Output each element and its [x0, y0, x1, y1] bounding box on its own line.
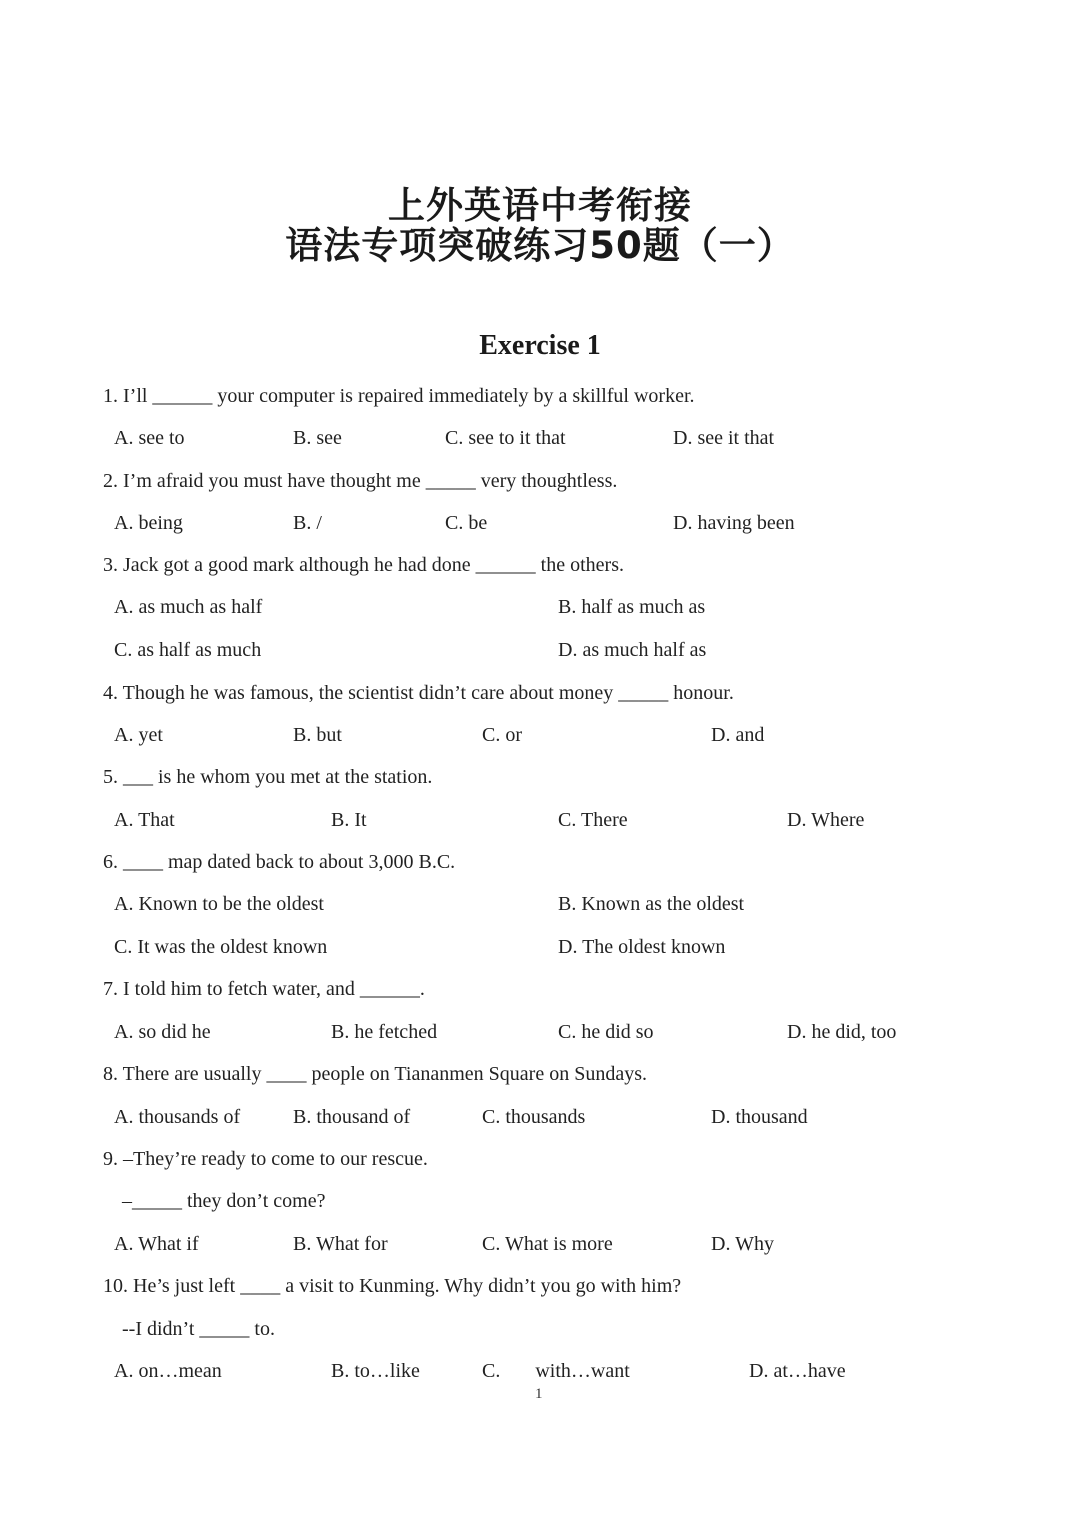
question-6-option-d: D. The oldest known — [558, 936, 726, 958]
question-1-option-b: B. see — [293, 427, 342, 449]
question-2-stem: 2. I’m afraid you must have thought me _____ very thoughtless. — [103, 470, 618, 492]
question-6-option-c: C. It was the oldest known — [114, 936, 328, 958]
question-1-stem: 1. I’ll ______ your computer is repaired immediately by a skillful worker. — [103, 385, 695, 407]
question-8-stem: 8. There are usually ____ people on Tiananmen Square on Sundays. — [103, 1063, 647, 1085]
question-7-stem: 7. I told him to fetch water, and ______. — [103, 978, 425, 1000]
question-3-option-a: A. as much as half — [114, 596, 263, 618]
question-4-option-b: B. but — [293, 724, 342, 746]
page-number: 1 — [535, 1386, 543, 1402]
question-9-stem-reply: –_____ they don’t come? — [122, 1190, 326, 1212]
question-9-option-a: A. What if — [114, 1233, 199, 1255]
question-10-stem: 10. He’s just left ____ a visit to Kunming. Why didn’t you go with him? — [103, 1275, 682, 1297]
question-9-option-c: C. What is more — [482, 1233, 613, 1255]
question-5-option-a: A. That — [114, 809, 175, 831]
question-8-option-a: A. thousands of — [114, 1106, 241, 1128]
question-8-option-c: C. thousands — [482, 1106, 586, 1128]
question-7-option-c: C. he did so — [558, 1021, 654, 1043]
question-6-option-a: A. Known to be the oldest — [114, 893, 324, 915]
question-10-option-d: D. at…have — [749, 1360, 846, 1382]
question-3-option-d: D. as much half as — [558, 639, 707, 661]
question-2-option-c: C. be — [445, 512, 488, 534]
question-4-stem: 4. Though he was famous, the scientist didn’t care about money _____ honour. — [103, 682, 734, 704]
question-10-stem-reply: --I didn’t _____ to. — [122, 1318, 275, 1340]
question-2-option-b: B. / — [293, 512, 322, 534]
question-10-option-a: A. on…mean — [114, 1360, 222, 1382]
question-9-option-d: D. Why — [711, 1233, 774, 1255]
question-3-stem: 3. Jack got a good mark although he had done ______ the others. — [103, 554, 624, 576]
question-8-option-b: B. thousand of — [293, 1106, 411, 1128]
question-7-option-b: B. he fetched — [331, 1021, 438, 1043]
question-1-option-c: C. see to it that — [445, 427, 566, 449]
question-10-option-c: C. with…want — [482, 1360, 630, 1382]
question-8-option-d: D. thousand — [711, 1106, 808, 1128]
question-1-option-a: A. see to — [114, 427, 185, 449]
question-3-option-c: C. as half as much — [114, 639, 262, 661]
document-title-line1: 上外英语中考衔接 — [388, 184, 692, 227]
question-4-option-a: A. yet — [114, 724, 163, 746]
question-3-option-b: B. half as much as — [558, 596, 706, 618]
question-4-option-c: C. or — [482, 724, 522, 746]
question-1-option-d: D. see it that — [673, 427, 775, 449]
question-5-stem: 5. ___ is he whom you met at the station. — [103, 766, 433, 788]
question-5-option-d: D. Where — [787, 809, 865, 831]
question-5-option-b: B. It — [331, 809, 367, 831]
document-title-line2: 语法专项突破练习50题（一） — [285, 224, 795, 267]
question-9-stem: 9. –They’re ready to come to our rescue. — [103, 1148, 428, 1170]
exercise-heading: Exercise 1 — [479, 330, 601, 361]
question-2-option-d: D. having been — [673, 512, 795, 534]
question-2-option-a: A. being — [114, 512, 183, 534]
question-7-option-d: D. he did, too — [787, 1021, 897, 1043]
question-5-option-c: C. There — [558, 809, 628, 831]
question-6-option-b: B. Known as the oldest — [558, 893, 745, 915]
question-4-option-d: D. and — [711, 724, 765, 746]
question-10-option-b: B. to…like — [331, 1360, 420, 1382]
question-6-stem: 6. ____ map dated back to about 3,000 B.C. — [103, 851, 456, 873]
question-7-option-a: A. so did he — [114, 1021, 211, 1043]
question-9-option-b: B. What for — [293, 1233, 388, 1255]
